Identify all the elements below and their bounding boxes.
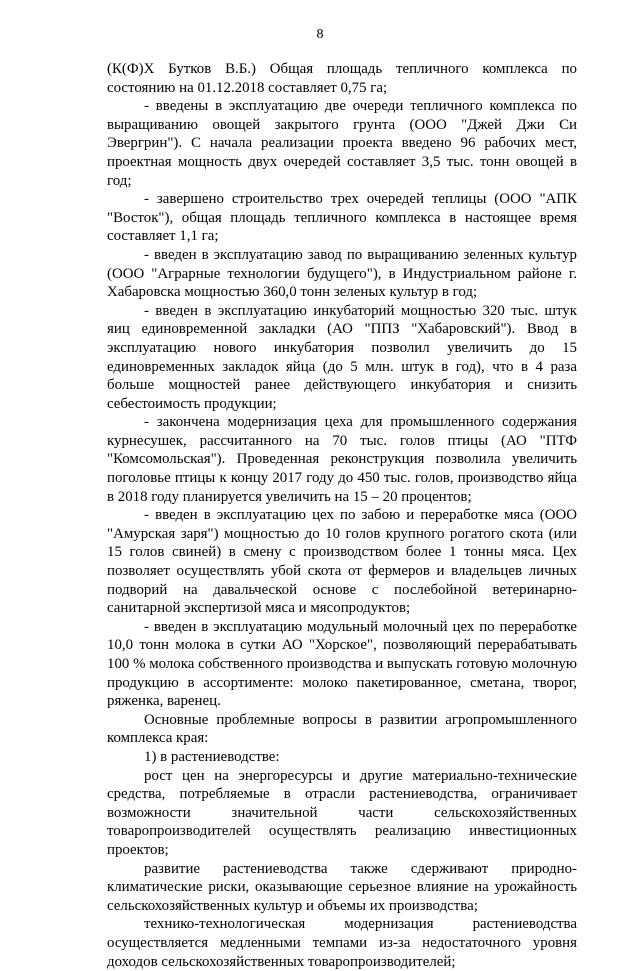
page-number: 8: [316, 27, 324, 42]
paragraph-12: развитие растениеводства также сдерживают природно-климатические риски, оказывающие серьезное влияние на урожайность сельскохозяйственных культур и объемы их производства;: [107, 860, 577, 914]
paragraph-9: Основные проблемные вопросы в развитии агропромышленного комплекса края:: [107, 711, 577, 747]
paragraph-1: (К(Ф)Х Бутков В.Б.) Общая площадь тепличного комплекса по состоянию на 01.12.2018 составляет 0,75 га;: [107, 61, 577, 96]
paragraph-4: - введен в эксплуатацию завод по выращиванию зеленных культур (ООО "Аграрные технологии будущего"), в Индустриальном районе г. Хабаровска мощностью 360,0 тонн зеленых культур в год;: [107, 246, 577, 301]
body-text: [107, 60, 577, 971]
paragraph-3: - завершено строительство трех очередей теплицы (ООО "АПК "Восток"), общая площадь тепличного комплекса в настоящее время составляет 1,1 га;: [107, 191, 577, 245]
paragraph-13: технико-технологическая модернизация растениеводства осуществляется медленными темпами из-за недостаточного уровня доходов сельскохозяйственных товаропроизводителей;: [107, 916, 577, 970]
paragraph-8: - введен в эксплуатацию модульный молочный цех по переработке 10,0 тонн молока в сутки АО "Хорское", позволяющий перерабатывать 100 % молока собственного производства и выпускать готовую молочную продукцию в ассортименте: молоко пакетированное, сметана, творог, ряженка, варенец.: [107, 618, 577, 710]
paragraph-2: - введены в эксплуатацию две очереди тепличного комплекса по выращиванию овощей закрытого грунта (ООО "Джей Джи Си Эвергрин"). С начала реализации проекта введено 96 рабочих мест, проектная мощность двух очередей составляет 3,5 тыс. тонн овощей в год;: [107, 98, 577, 189]
paragraph-5: - введен в эксплуатацию инкубаторий мощностью 320 тыс. штук яиц единовременной закладки (АО "ППЗ "Хабаровский"). Ввод в эксплуатацию нового инкубатория позволил увеличить до 15 единовременных закладок яйца (до 5 млн. штук в год), что в 4 раза больше мощностей ранее действующего инкубатория и снизить себестоимость продукции;: [107, 302, 577, 412]
paragraph-7: - введен в эксплуатацию цех по забою и переработке мяса (ООО "Амурская заря") мощностью до 10 голов крупного рогатого скота (или 15 голов свиней) в смену с производством более 1 тонны мяса. Цех позволяет осуществлять убой скота от фермеров и владельцев личных подворий на давальческой основе с послебойной ветеринарно-санитарной экспертизой мяса и мясопродуктов;: [107, 507, 577, 617]
paragraph-10: 1) в растениеводстве:: [144, 748, 280, 765]
paragraph-11: рост цен на энергоресурсы и другие материально-технические средства, потребляемые в отрасли растениеводства, ограничивает возможности значительной части сельскохозяйственных товаропроизводителей осуществлять реализацию инвестиционных проектов;: [107, 767, 577, 858]
paragraph-6: - закончена модернизация цеха для промышленного содержания курнесушек, рассчитанного на 70 тыс. голов птицы (АО "ПТФ "Комсомольская"). Проведенная реконструкция позволила увеличить поголовье птицы к концу 2017 году до 450 тыс. голов, производство яйца в 2018 году планируется увеличить на 15 – 20 процентов;: [107, 414, 577, 505]
